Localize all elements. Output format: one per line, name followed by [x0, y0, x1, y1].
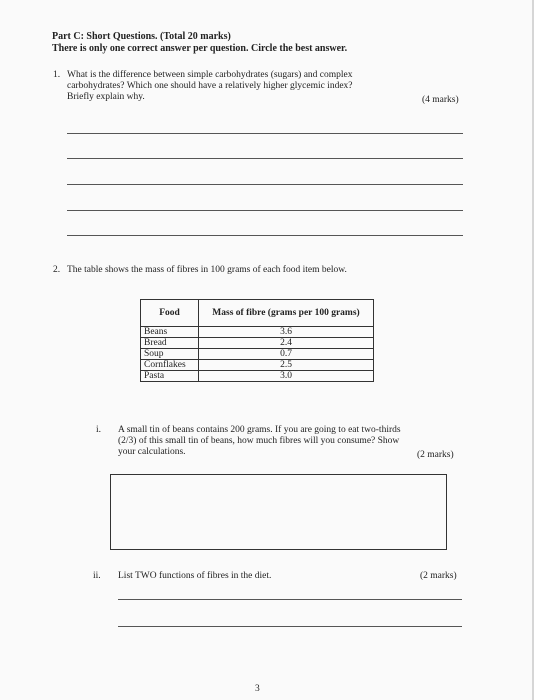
q2i-text-line-1: A small tin of beans contains 200 grams. If you are going to eat two-thirds [118, 425, 401, 435]
section-instruction: There is only one correct answer per question. Circle the best answer. [52, 43, 348, 54]
q2ii-text: List TWO functions of fibres in the diet. [118, 571, 272, 581]
q2i-marks: (2 marks) [417, 450, 454, 460]
table-row [141, 349, 374, 360]
q1-answer-line-3[interactable] [67, 184, 463, 185]
table-row [141, 371, 374, 382]
q2i-text-line-3: your calculations. [118, 447, 186, 457]
table-header-food: Food [141, 300, 199, 327]
table-header-mass: Mass of fibre (grams per 100 grams) [199, 300, 374, 327]
table-row [141, 360, 374, 371]
q2i-answer-box[interactable] [110, 474, 447, 550]
q2-text: The table shows the mass of fibres in 100 grams of each food item below. [67, 265, 347, 275]
q2ii-answer-line-2[interactable] [118, 626, 462, 627]
q1-answer-line-4[interactable] [67, 210, 463, 211]
q1-answer-line-2[interactable] [67, 158, 463, 159]
q2-number: 2. [53, 265, 61, 275]
table-cell-mass: 0.7 [199, 349, 374, 360]
fibre-table [140, 299, 374, 382]
table-row [141, 338, 374, 349]
table-header-row [141, 300, 374, 327]
q2ii-marks: (2 marks) [420, 571, 457, 581]
table-row [141, 327, 374, 338]
table-cell-food: Soup [141, 349, 199, 360]
q2i-text-line-2: (2/3) of this small tin of beans, how much fibres will you consume? Show [118, 436, 400, 446]
q1-text-line-3: Briefly explain why. [67, 92, 145, 102]
table-cell-food: Beans [141, 327, 199, 338]
table-cell-mass: 3.6 [199, 327, 374, 338]
table-cell-mass: 2.4 [199, 338, 374, 349]
section-title: Part C: Short Questions. (Total 20 marks) [52, 31, 231, 42]
table-cell-food: Bread [141, 338, 199, 349]
table-cell-food: Cornflakes [141, 360, 199, 371]
q1-number: 1. [53, 70, 61, 80]
q1-marks: (4 marks) [422, 95, 459, 105]
table-cell-mass: 2.5 [199, 360, 374, 371]
q1-answer-line-1[interactable] [67, 133, 463, 134]
q2ii-number: ii. [93, 571, 101, 581]
page-number: 3 [255, 684, 260, 694]
table-cell-food: Pasta [141, 371, 199, 382]
q2ii-answer-line-1[interactable] [118, 599, 462, 600]
q1-answer-line-5[interactable] [67, 235, 463, 236]
table-cell-mass: 3.0 [199, 371, 374, 382]
q1-text-line-1: What is the difference between simple carbohydrates (sugars) and complex [67, 70, 353, 80]
q1-text-line-2: carbohydrates? Which one should have a relatively higher glycemic index? [67, 81, 353, 91]
q2i-number: i. [96, 425, 102, 435]
